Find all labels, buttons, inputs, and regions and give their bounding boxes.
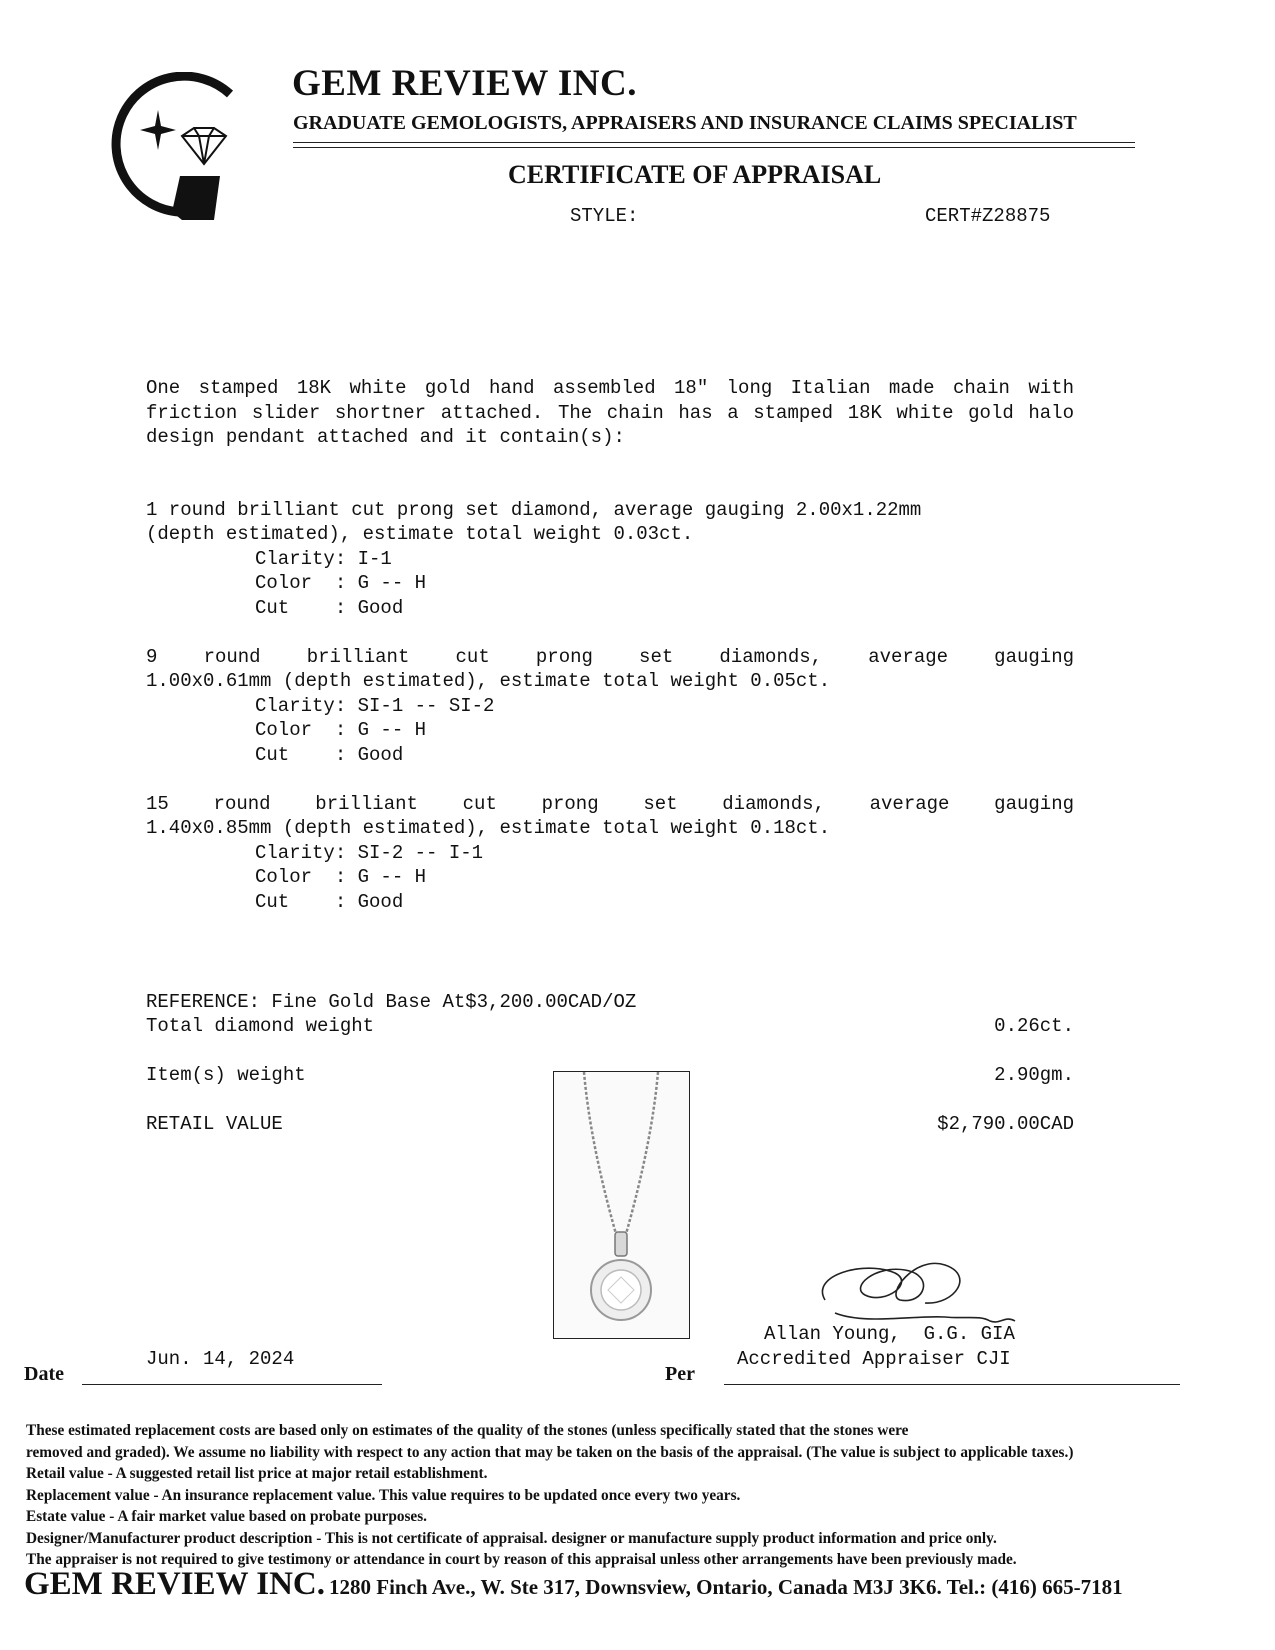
- appraiser-name: Allan Young, G.G. GIA: [764, 1323, 1015, 1345]
- disclaimer-line: removed and graded). We assume no liability with respect to any action that may be taken on the basis of the appraisal. (The value is subject to applicable taxes.): [26, 1443, 1074, 1461]
- stone-1-clarity: Clarity: I-1: [255, 548, 392, 570]
- stone-2-line-2: 1.00x0.61mm (depth estimated), estimate total weight 0.05ct.: [146, 670, 831, 692]
- header-rule-top: [293, 142, 1135, 143]
- stone-3-cut: Cut : Good: [255, 891, 404, 913]
- footer: [24, 1566, 1123, 1603]
- total-weight-label: Total diamond weight: [146, 1015, 375, 1037]
- disclaimer-line: Retail value - A suggested retail list price at major retail establishment.: [26, 1465, 488, 1482]
- appraiser-title: Accredited Appraiser CJI: [737, 1348, 1011, 1370]
- logo-sparkle-icon: [140, 110, 176, 150]
- stone-2-clarity: Clarity: SI-1 -- SI-2: [255, 695, 495, 717]
- stone-2-color: Color : G -- H: [255, 719, 427, 741]
- date-value: Jun. 14, 2024: [146, 1348, 295, 1370]
- footer-address: 1280 Finch Ave., W. Ste 317, Downsview, Ontario, Canada M3J 3K6. Tel.: (416) 665-7181: [329, 1575, 1123, 1599]
- stone-1-color: Color : G -- H: [255, 572, 427, 594]
- company-name: GEM REVIEW INC.: [292, 63, 637, 104]
- date-label: Date: [24, 1363, 64, 1385]
- disclaimer-line: Designer/Manufacturer product description - This is not certificate of appraisal. designer or manufacture supply product information and price only.: [26, 1529, 997, 1547]
- stone-2-cut: Cut : Good: [255, 744, 404, 766]
- item-weight-value: 2.90gm.: [994, 1064, 1074, 1086]
- stone-1-line-2: (depth estimated), estimate total weight 0.03ct.: [146, 523, 694, 545]
- date-line: [82, 1384, 382, 1385]
- disclaimer-line: Replacement value - An insurance replacement value. This value requires to be updated once every two years.: [26, 1486, 741, 1504]
- company-logo: [102, 72, 242, 222]
- per-label: Per: [665, 1363, 695, 1385]
- logo-diamond-icon: [182, 128, 226, 164]
- stone-3-line-1: 15 round brilliant cut prong set diamonds, average gauging: [146, 793, 1074, 815]
- disclaimer-line: These estimated replacement costs are based only on estimates of the quality of the stones (unless specifically stated that the stones were: [26, 1422, 909, 1439]
- footer-company-name: GEM REVIEW INC.: [24, 1566, 326, 1602]
- cert-number: CERT#Z28875: [925, 205, 1051, 227]
- header-rule-bottom: [293, 147, 1135, 148]
- pendant-photo: [553, 1071, 690, 1339]
- total-weight-value: 0.26ct.: [994, 1015, 1074, 1037]
- disclaimer-line: Estate value - A fair market value based on probate purposes.: [26, 1508, 427, 1525]
- item-weight-label: Item(s) weight: [146, 1064, 306, 1086]
- style-label: STYLE:: [570, 205, 639, 227]
- per-line: [724, 1384, 1180, 1385]
- certificate-title: CERTIFICATE OF APPRAISAL: [508, 160, 882, 189]
- logo-g-foot: [172, 176, 220, 220]
- pendant-illustration: [554, 1072, 689, 1338]
- disclaimer: [26, 1420, 1256, 1571]
- stone-1-line-1: 1 round brilliant cut prong set diamond, average gauging 2.00x1.22mm: [146, 499, 922, 521]
- stone-1-cut: Cut : Good: [255, 597, 404, 619]
- stone-2-line-1: 9 round brilliant cut prong set diamonds, average gauging: [146, 646, 1074, 668]
- item-description: One stamped 18K white gold hand assembled 18" long Italian made chain with friction slider shortner attached. The chain has a stamped 18K white gold halo design pendant attached and it contain(s):: [146, 377, 1074, 448]
- stone-3-clarity: Clarity: SI-2 -- I-1: [255, 842, 484, 864]
- retail-value-label: RETAIL VALUE: [146, 1113, 283, 1135]
- reference-line: REFERENCE: Fine Gold Base At$3,200.00CAD/OZ: [146, 991, 637, 1013]
- retail-value-amount: $2,790.00CAD: [937, 1113, 1074, 1135]
- stone-3-line-2: 1.40x0.85mm (depth estimated), estimate total weight 0.18ct.: [146, 817, 831, 839]
- disclaimer-line: The appraiser is not required to give testimony or attendance in court by reason of this appraisal unless other arrangements have been previously made.: [26, 1551, 1017, 1568]
- company-tagline: GRADUATE GEMOLOGISTS, APPRAISERS AND INSURANCE CLAIMS SPECIALIST: [293, 112, 1077, 134]
- stone-3-color: Color : G -- H: [255, 866, 427, 888]
